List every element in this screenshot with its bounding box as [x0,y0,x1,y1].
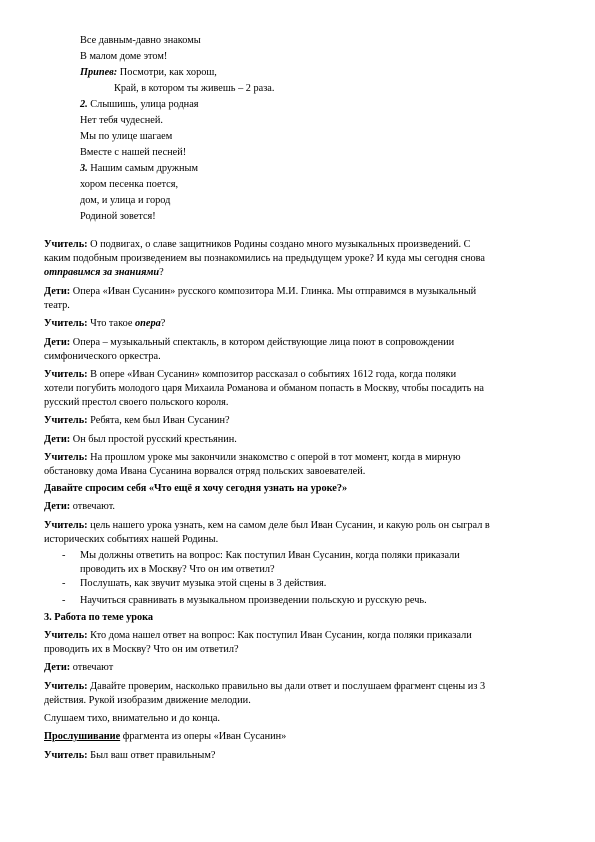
speaker-label: Учитель: [44,239,88,250]
emphasis: опера [135,318,161,329]
speaker-label: Дети: [44,286,71,297]
verse-number: 2. [80,99,88,110]
paragraph-text-line: Слушаем тихо, внимательно и до конца. [44,713,220,724]
paragraph-listening [44,730,286,743]
underlined-bold-label: Прослушивание [44,731,121,742]
verse-text: Нашим самым дружным [87,163,198,174]
section-heading-text: 3. Работа по теме урока [44,612,154,623]
paragraph-text: В опере «Иван Сусанин» композитор рассказал о событиях 1612 года, когда поляки [87,369,457,380]
paragraph-text: отвечают. [70,501,116,512]
paragraph-teacher [44,749,215,762]
paragraph-children [44,336,454,349]
speaker-label: Учитель: [44,520,88,531]
speaker-label: Дети: [44,337,71,348]
speaker-label: Учитель: [44,681,88,692]
list-item-continuation: проводить их в Москву? Что он им ответил? [80,564,275,575]
paragraph-text-line: проводить их в Москву? Что он им ответил? [44,644,239,655]
paragraph-text: Что такое [87,318,136,329]
speaker-label: Учитель: [44,750,88,761]
paragraph-children [44,433,237,446]
speaker-label: Дети: [44,434,71,445]
paragraph-teacher [44,680,485,693]
paragraph-text: Опера «Иван Сусанин» русского композитора М.И. Глинка. Мы отправимся в музыкальный [70,286,477,297]
song-chorus-line [80,66,217,79]
song-line: Нет тебя чудесней. [80,115,163,126]
song-line: Мы по улице шагаем [80,131,173,142]
paragraph-teacher [44,519,490,532]
paragraph-text: ? [160,318,166,329]
paragraph-teacher [44,629,472,642]
paragraph-text: Ребята, кем был Иван Сусанин? [87,415,230,426]
speaker-label: Дети: [44,501,71,512]
emphasis: отправимся за знаниями [44,267,160,278]
paragraph-text: На прошлом уроке мы закончили знакомство с оперой в тот момент, когда в мирную [87,452,461,463]
paragraph-text: Давайте проверим, насколько правильно вы дали ответ и послушаем фрагмент сцены из 3 [87,681,486,692]
paragraph-text: ? [159,267,164,278]
paragraph-text: О подвигах, о славе защитников Родины создано много музыкальных произведений. С [87,239,471,250]
paragraph-text-line: хотели погубить молодого царя Михаила Романова и обманом попасть в Москву, чтобы посадить на [44,383,484,394]
paragraph-children [44,285,476,298]
paragraph-text: Кто дома нашел ответ на вопрос: Как поступил Иван Сусанин, когда поляки приказали [87,630,472,641]
song-line: дом, и улица и город [80,195,171,206]
paragraph-text: Он был простой русский крестьянин. [70,434,237,445]
paragraph-teacher [44,317,165,330]
paragraph-text: цель нашего урока узнать, кем на самом деле был Иван Сусанин, и какую роль он сыграл в [87,520,490,531]
paragraph-text: отвечают [70,662,114,673]
list-item: Научиться сравнивать в музыкальном произведении польскую и русскую речь. [80,595,427,606]
verse-text: Слышишь, улица родная [87,99,199,110]
song-line: Все давным-давно знакомы [80,35,201,46]
chorus-text: Посмотри, как хорош, [117,67,217,78]
speaker-label: Учитель: [44,318,88,329]
paragraph-text-line: русский престол своего польского короля. [44,397,229,408]
song-line: Родиной зовется! [80,211,156,222]
song-line: В малом доме этом! [80,51,168,62]
song-verse-line [80,162,198,175]
paragraph-text: Был ваш ответ правильным? [87,750,216,761]
speaker-label: Учитель: [44,630,88,641]
paragraph-teacher [44,451,461,464]
paragraph-children [44,500,115,513]
song-verse-line [80,98,199,111]
speaker-label: Дети: [44,662,71,673]
song-line: Вместе с нашей песней! [80,147,187,158]
paragraph-teacher [44,414,230,427]
paragraph-text-line: каким подобным произведением вы познакомились на предыдущем уроке? И куда мы сегодня снова [44,253,485,264]
paragraph-children [44,661,113,674]
paragraph-text-line: действия. Рукой изобразим движение мелодии. [44,695,251,706]
paragraph-teacher [44,238,471,251]
paragraph-text-line: исторических событиях нашей Родины. [44,534,219,545]
speaker-label: Учитель: [44,452,88,463]
paragraph-text-line: обстановку дома Ивана Сусанина ворвался отряд польских завоевателей. [44,466,366,477]
chorus-label: Припев: [80,67,118,78]
list-item: Послушать, как звучит музыка этой сцены в 3 действия. [80,578,327,589]
song-chorus-line: Край, в котором ты живешь – 2 раза. [114,83,275,94]
song-line: хором песенка поется, [80,179,179,190]
paragraph-text: Давайте спросим себя «Что ещё я хочу сегодня узнать на уроке?» [44,483,348,494]
paragraph-text-line [44,266,164,279]
list-item: Мы должны ответить на вопрос: Как поступил Иван Сусанин, когда поляки приказали [80,550,460,561]
paragraph-text: Опера – музыкальный спектакль, в котором действующие лица поют в сопровождении [70,337,455,348]
paragraph-text-line: театр. [44,300,70,311]
speaker-label: Учитель: [44,415,88,426]
verse-number: 3. [80,163,88,174]
paragraph-question [44,482,347,495]
paragraph-text-line: симфонического оркестра. [44,351,161,362]
paragraph-text: фрагмента из оперы «Иван Сусанин» [120,731,287,742]
bullet-mark: - [62,550,66,561]
bullet-mark: - [62,578,66,589]
speaker-label: Учитель: [44,369,88,380]
section-heading [44,611,153,624]
paragraph-teacher [44,368,456,381]
bullet-mark: - [62,595,66,606]
